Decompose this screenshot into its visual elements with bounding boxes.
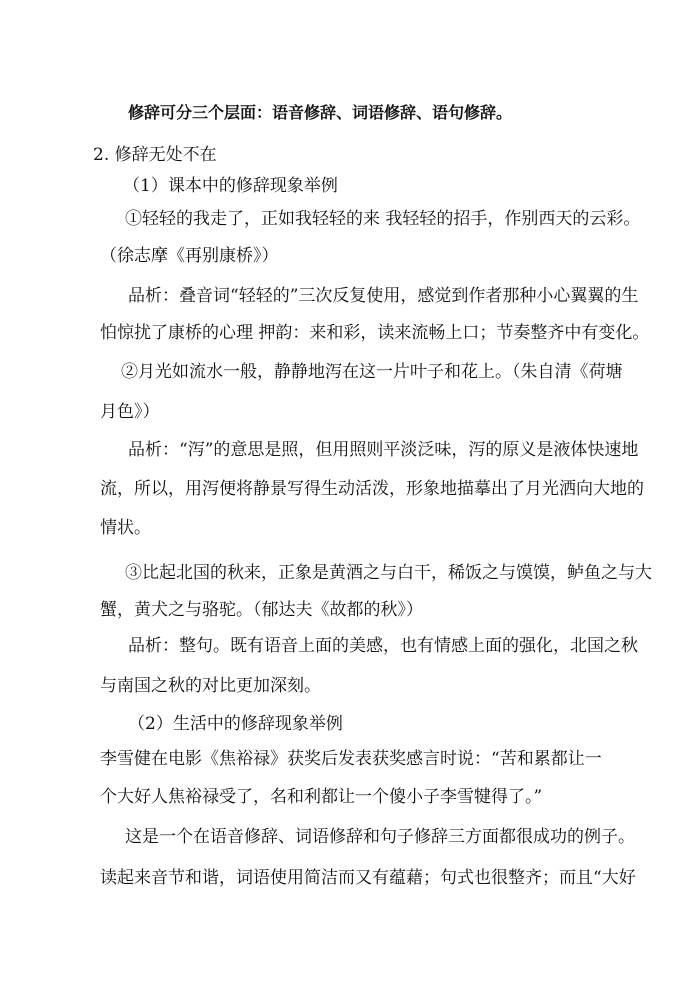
example-2-line-1: ②月光如流水一般，静静地泻在这一片叶子和花上。（朱自清《荷塘 — [121, 362, 623, 382]
analysis-1-line-2: 怕惊扰了康桥的心理 押韵：来和彩，读来流畅上口；节奏整齐中有变化。 — [100, 323, 650, 343]
subsection-title: （2）生活中的修辞现象举例 — [128, 714, 343, 734]
example-1-line-2: （徐志摩《再别康桥》） — [100, 246, 279, 266]
analysis-2-line-1: 品析：“泻”的意思是照，但用照则平淡泛味，泻的原义是液体快速地 — [128, 440, 639, 460]
life-example-line-1: 李雪健在电影《焦裕禄》获奖后发表获奖感言时说：“苦和累都让一 — [100, 749, 602, 769]
example-1-line-1: ①轻轻的我走了，正如我轻轻的来 我轻轻的招手，作别西天的云彩。 — [125, 209, 641, 229]
section-title: 2. 修辞无处不在 — [93, 145, 217, 165]
life-example-line-2: 个大好人焦裕禄受了，名和利都让一个傻小子李雪犍得了。” — [100, 787, 543, 807]
analysis-3-line-2: 与南国之秋的对比更加深刻。 — [100, 676, 321, 696]
analysis-2-line-2: 流，所以，用泻便将静景写得生动活泼，形象地描摹出了月光洒向大地的 — [100, 479, 644, 499]
analysis-2-line-3: 情状。 — [100, 518, 151, 538]
example-3-line-1: ③比起北国的秋来，正象是黄酒之与白干，稀饭之与馍馍，鲈鱼之与大 — [125, 563, 652, 583]
example-2-line-2: 月色》） — [100, 402, 160, 422]
subsection-title: （1）课本中的修辞现象举例 — [123, 176, 338, 196]
analysis-3-line-1: 品析：整句。既有语音上面的美感，也有情感上面的强化，北国之秋 — [128, 636, 638, 656]
comment-line-2: 读起来音节和谐，词语使用简洁而又有蕴藉；句式也很整齐；而且“大好 — [100, 868, 636, 888]
example-3-line-2: 蟹，黄犬之与骆驼。（郁达夫《故都的秋》） — [100, 600, 423, 620]
bold-heading: 修辞可分三个层面：语音修辞、词语修辞、语句修辞。 — [128, 103, 513, 122]
analysis-1-line-1: 品析：叠音词“轻轻的”三次反复使用，感觉到作者那种小心翼翼的生 — [128, 286, 639, 306]
comment-line-1: 这是一个在语音修辞、词语修辞和句子修辞三方面都很成功的例子。 — [125, 827, 635, 847]
